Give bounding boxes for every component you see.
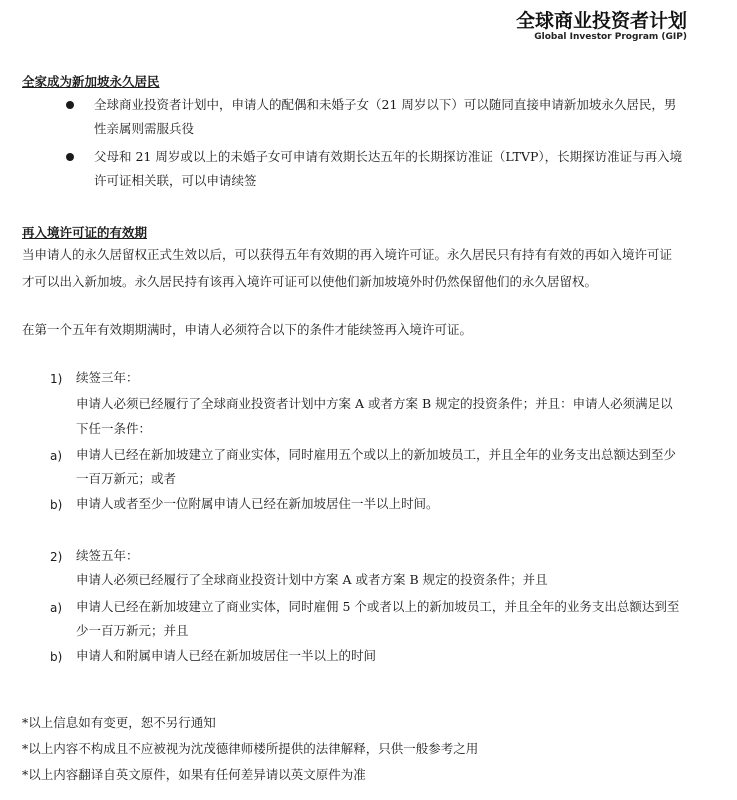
renew-five-years-title: 续签五年： xyxy=(76,548,139,563)
footnote: *以上内容不构成且不应被视为沈茂德律师楼所提供的法律解释，只供一般参考之用 xyxy=(22,741,479,756)
section-heading-reentry-permit: 再入境许可证的有效期 xyxy=(22,225,148,240)
list-item-continuation: 许可证相关联，可以申请续签 xyxy=(94,173,257,188)
bullet-icon xyxy=(66,153,74,161)
paragraph-line: 当申请人的永久居留权正式生效以后，可以获得五年有效期的再入境许可证。永久居民只有持有有效的再如入境许可证 xyxy=(22,247,673,262)
footnote: *以上信息如有变更，恕不另行通知 xyxy=(22,715,216,730)
list-number: 2) xyxy=(50,550,63,564)
list-marker: a) xyxy=(50,449,63,463)
condition-item: 申请人已经在新加坡建立了商业实体，同时雇佣 5 个或者以上的新加坡员工，并且全年的业务支出总额达到至 xyxy=(76,599,680,614)
list-item: 父母和 21 周岁或以上的未婚子女可申请有效期长达五年的长期探访准证（LTVP），长期探访准证与再入境 xyxy=(94,149,683,164)
renew-three-years-title: 续签三年： xyxy=(76,370,139,385)
footnote: *以上内容翻译自英文原件，如果有任何差异请以英文原件为准 xyxy=(22,767,366,782)
condition-description-continuation: 下任一条件： xyxy=(76,421,152,436)
condition-item-continuation: 一百万新元；或者 xyxy=(76,471,177,486)
paragraph-line: 才可以出入新加坡。永久居民持有该再入境许可证可以使他们新加坡境外时仍然保留他们的永久居留权。 xyxy=(22,274,598,289)
list-marker: b) xyxy=(50,650,63,664)
page-title: 全球商业投资者计划 xyxy=(515,10,687,32)
page-subtitle: Global Investor Program (GIP) xyxy=(534,32,687,42)
condition-item: 申请人和附属申请人已经在新加坡居住一半以上的时间 xyxy=(76,648,377,663)
condition-description: 申请人必须已经履行了全球商业投资者计划中方案 A 或者方案 B 规定的投资条件；并且：申请人必须满足以 xyxy=(76,396,673,411)
list-item-continuation: 性亲属则需服兵役 xyxy=(94,121,195,136)
bullet-icon xyxy=(66,101,74,109)
section-heading-family-pr: 全家成为新加坡永久居民 xyxy=(22,74,160,89)
condition-item: 申请人或者至少一位附属申请人已经在新加坡居住一半以上时间。 xyxy=(76,496,439,511)
condition-item-continuation: 少一百万新元；并且 xyxy=(76,623,189,638)
list-number: 1) xyxy=(50,372,63,386)
condition-item: 申请人已经在新加坡建立了商业实体，同时雇用五个或以上的新加坡员工，并且全年的业务支出总额达到至少 xyxy=(76,447,677,462)
paragraph-intro: 在第一个五年有效期期满时，申请人必须符合以下的条件才能续签再入境许可证。 xyxy=(22,322,473,337)
list-item: 全球商业投资者计划中，申请人的配偶和未婚子女（21 周岁以下）可以随同直接申请新加坡永久居民，男 xyxy=(94,97,677,112)
list-marker: b) xyxy=(50,498,63,512)
condition-description: 申请人必须已经履行了全球商业投资计划中方案 A 或者方案 B 规定的投资条件；并且 xyxy=(76,572,548,587)
list-marker: a) xyxy=(50,601,63,615)
